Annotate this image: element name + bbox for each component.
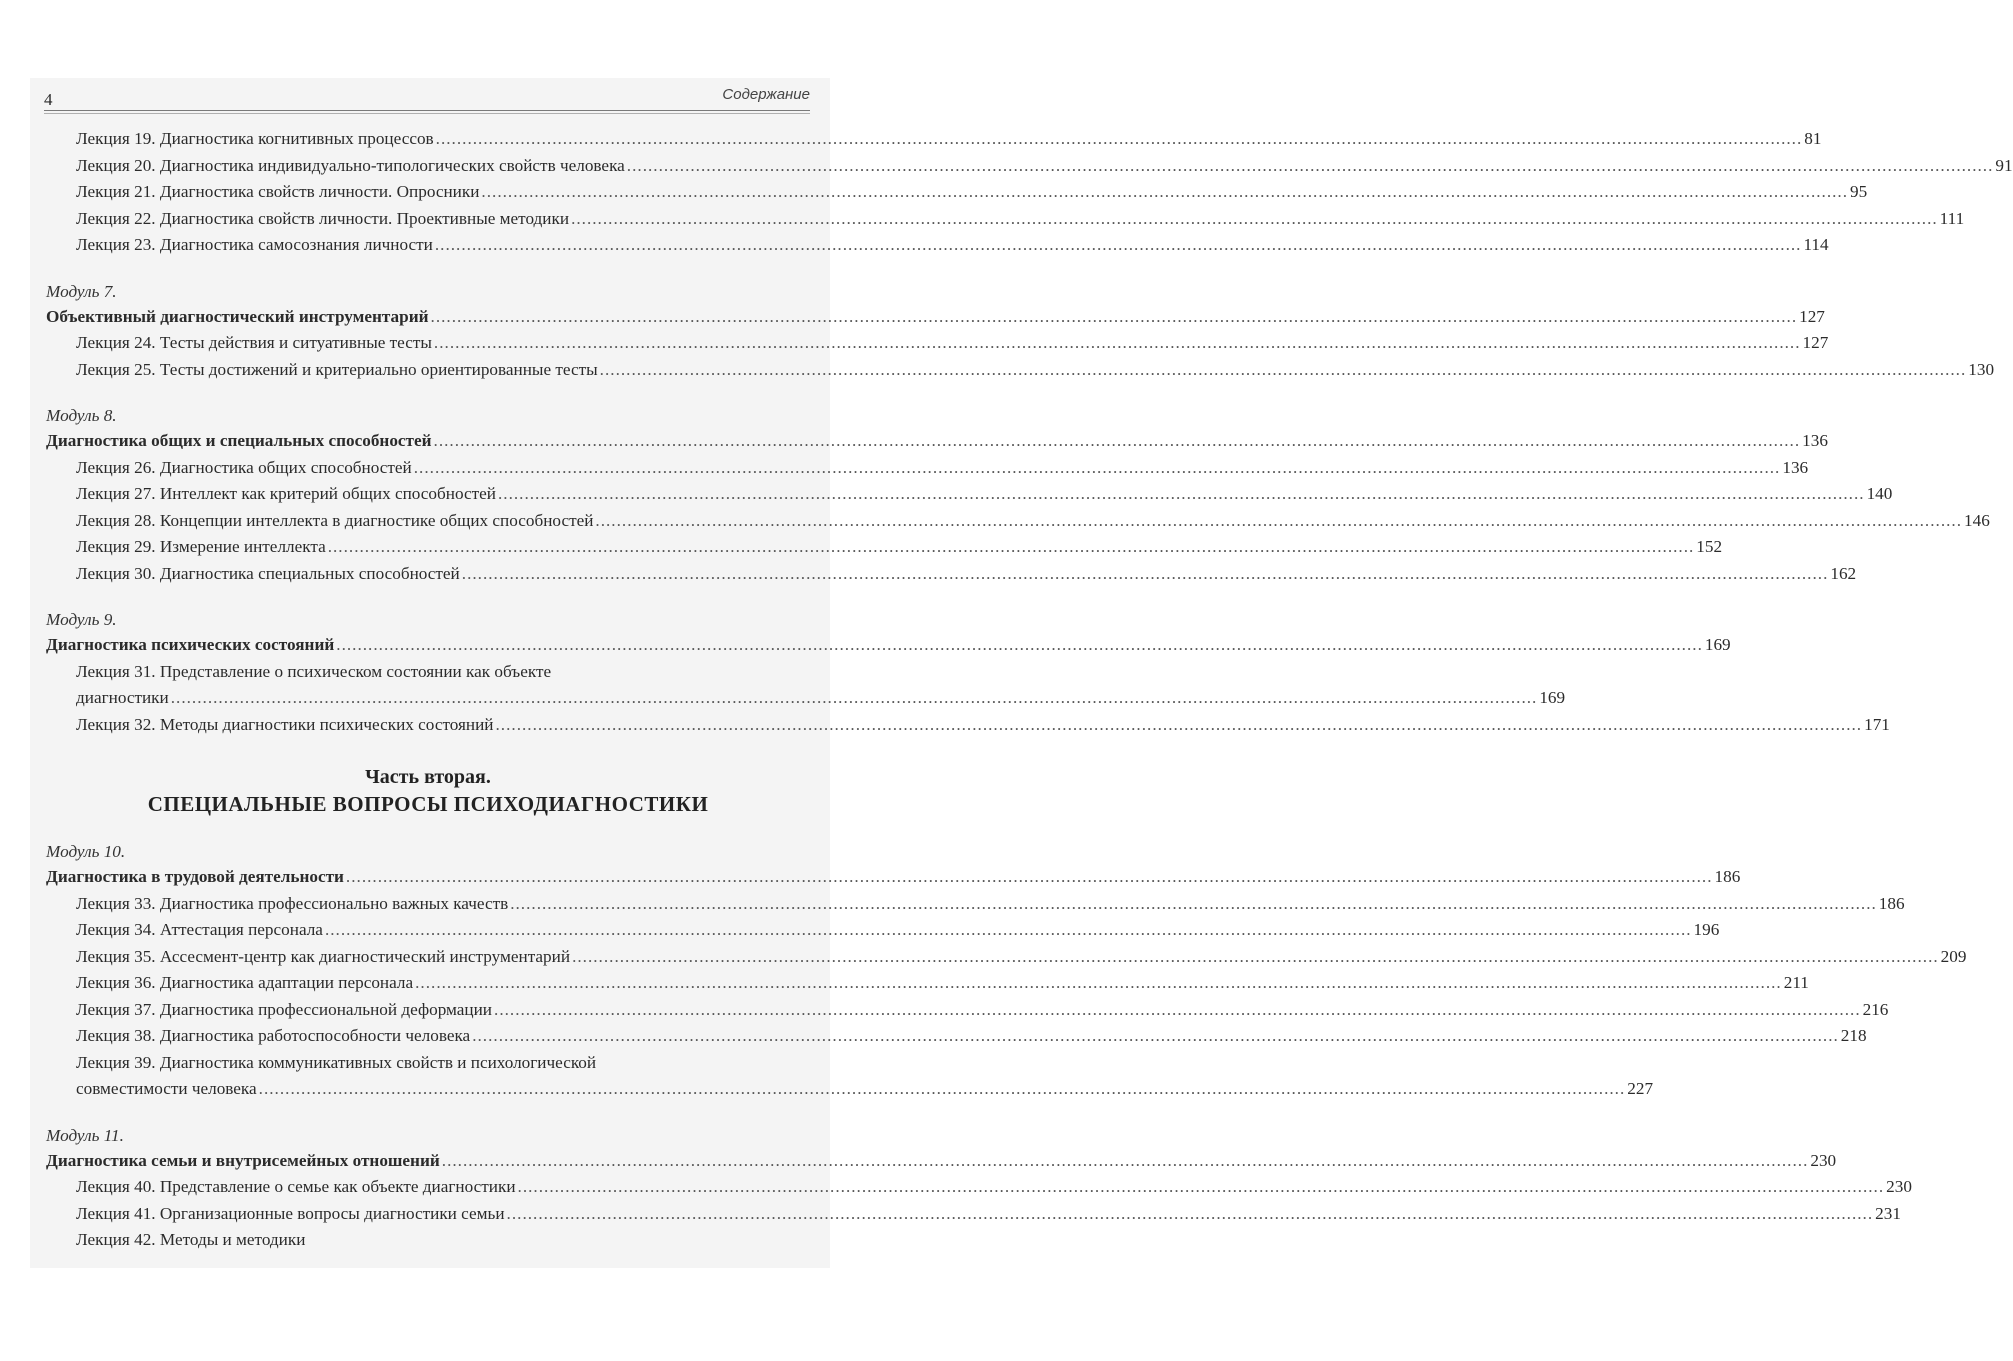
module-label: Модуль 9. bbox=[46, 610, 117, 629]
page-number: 4 bbox=[44, 90, 53, 109]
header-rule-secondary bbox=[44, 113, 810, 114]
toc-entry-line: Лекция 31. Представление о психическом состоянии как объекте bbox=[76, 661, 552, 681]
module-label: Модуль 10. bbox=[46, 842, 126, 861]
module-heading: Диагностика в трудовой деятельности ..... 186 bbox=[46, 864, 810, 891]
toc-entry: диагностики ..... 169 bbox=[46, 685, 810, 712]
toc-entry: Лекция 29. Измерение интеллекта ..... 152 bbox=[46, 534, 810, 561]
toc-entry: Лекция 30. Диагностика специальных способностей ..... 162 bbox=[46, 561, 810, 588]
toc-entry: Лекция 23. Диагностика самосознания личности ..... 114 bbox=[46, 232, 810, 259]
part-subtitle: СПЕЦИАЛЬНЫЕ ВОПРОСЫ ПСИХОДИАГНОСТИКИ bbox=[147, 792, 709, 816]
header-rule bbox=[44, 110, 810, 111]
toc-entry: совместимости человека ..... 227 bbox=[46, 1076, 810, 1103]
toc-entry: Лекция 32. Методы диагностики психических состояний ..... 171 bbox=[46, 712, 810, 739]
toc-entry: Лекция 27. Интеллект как критерий общих способностей ..... 140 bbox=[46, 481, 810, 508]
toc-entry: Лекция 26. Диагностика общих способностей ..... 136 bbox=[46, 455, 810, 482]
running-title: Содержание bbox=[722, 86, 810, 103]
toc-entry: Лекция 35. Ассесмент-центр как диагностический инструментарий ..... 209 bbox=[46, 944, 810, 971]
toc-entry: Лекция 40. Представление о семье как объекте диагностики ..... 230 bbox=[46, 1174, 810, 1201]
toc-entry: Лекция 34. Аттестация персонала ..... 196 bbox=[46, 917, 810, 944]
toc-entry: Лекция 41. Организационные вопросы диагностики семьи ..... 231 bbox=[46, 1201, 810, 1228]
toc-entry-partial: Лекция 42. Методы и методики bbox=[76, 1230, 306, 1249]
toc-entry: Лекция 19. Диагностика когнитивных процессов ..... 81 bbox=[46, 126, 810, 153]
cutoff-line bbox=[46, 1227, 810, 1249]
table-of-contents bbox=[46, 126, 2013, 1249]
toc-entry: Лекция 36. Диагностика адаптации персонала ..... 211 bbox=[46, 970, 810, 997]
module-heading: Диагностика психических состояний ..... 169 bbox=[46, 632, 810, 659]
toc-entry: Лекция 21. Диагностика свойств личности. Опросники ..... 95 bbox=[46, 179, 810, 206]
module-label: Модуль 7. bbox=[46, 281, 117, 301]
module-label: Модуль 11. bbox=[46, 1125, 124, 1145]
toc-entry: Лекция 20. Диагностика индивидуально-типологических свойств человека ..... 91 bbox=[46, 153, 810, 180]
toc-entry: Лекция 22. Диагностика свойств личности. Проективные методики ..... 111 bbox=[46, 206, 810, 233]
part-heading bbox=[46, 764, 810, 818]
toc-entry: Лекция 33. Диагностика профессионально важных качеств ..... 186 bbox=[46, 891, 810, 918]
toc-entry: Лекция 38. Диагностика работоспособности человека ..... 218 bbox=[46, 1023, 810, 1050]
toc-entry-line: Лекция 39. Диагностика коммуникативных свойств и психологической bbox=[76, 1052, 597, 1072]
part-title: Часть вторая. bbox=[365, 766, 491, 788]
toc-entry: Лекция 28. Концепции интеллекта в диагностике общих способностей ..... 146 bbox=[46, 508, 810, 535]
toc-entry: Лекция 25. Тесты достижений и критериально ориентированные тесты ..... 130 bbox=[46, 357, 810, 384]
module-heading: Объективный диагностический инструментарий ..... 127 bbox=[46, 304, 810, 331]
module-heading: Диагностика общих и специальных способностей ..... 136 bbox=[46, 428, 810, 455]
page-header bbox=[44, 82, 810, 110]
toc-entry: Лекция 24. Тесты действия и ситуативные тесты ..... 127 bbox=[46, 330, 810, 357]
module-heading: Диагностика семьи и внутрисемейных отношений ..... 230 bbox=[46, 1148, 810, 1175]
module-label: Модуль 8. bbox=[46, 406, 117, 425]
toc-entry: Лекция 37. Диагностика профессиональной деформации ..... 216 bbox=[46, 997, 810, 1024]
